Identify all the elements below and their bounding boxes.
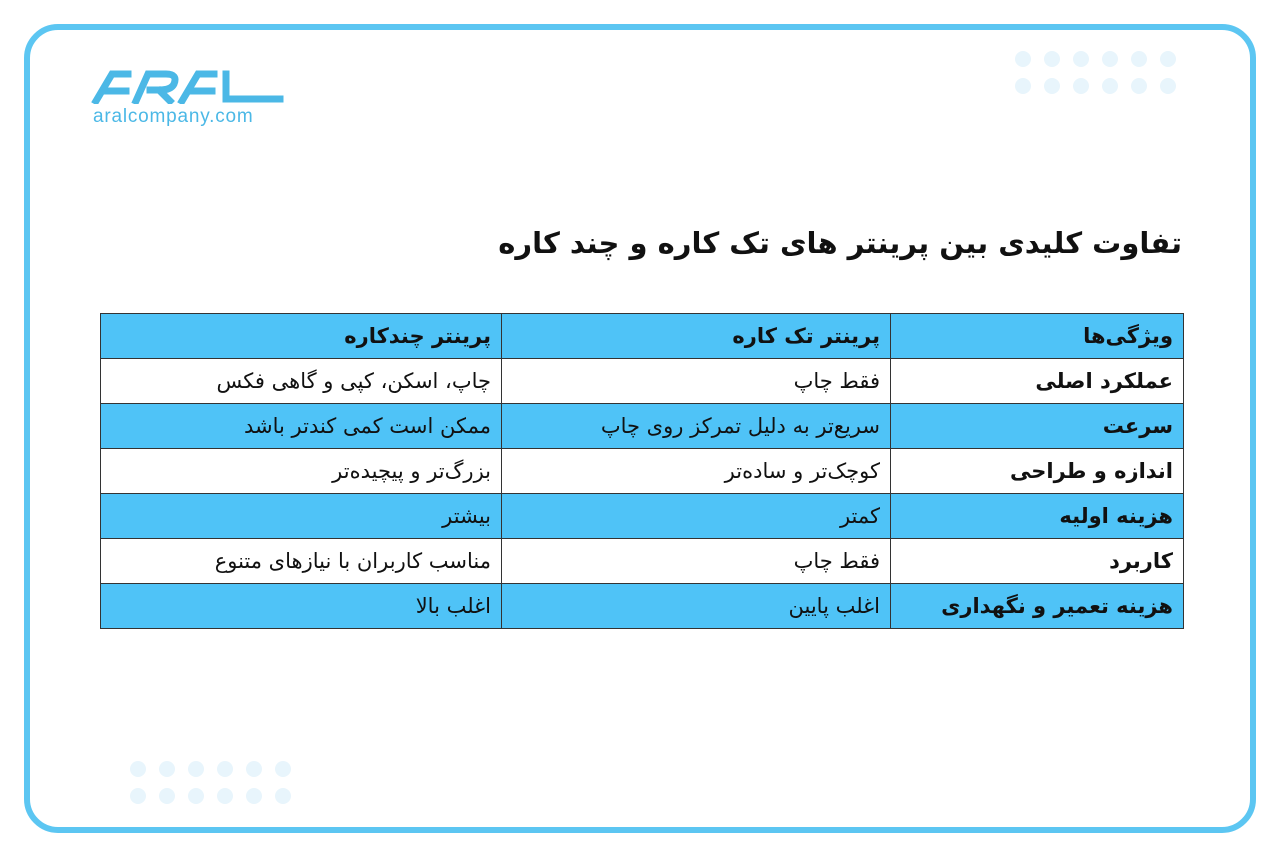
table-row (101, 404, 1184, 449)
row-multi-value: بزرگ‌تر و پیچیده‌تر (101, 449, 502, 494)
brand-logo (90, 70, 290, 128)
table-row (101, 359, 1184, 404)
decorative-dots-top (1015, 51, 1176, 94)
header-features: ویژگی‌ها (891, 314, 1184, 359)
row-single-value: سریع‌تر به دلیل تمرکز روی چاپ (502, 404, 891, 449)
row-feature: هزینه اولیه (891, 494, 1184, 539)
row-single-value: کمتر (502, 494, 891, 539)
header-single-function-printer: پرینتر تک کاره (502, 314, 891, 359)
row-feature: اندازه و طراحی (891, 449, 1184, 494)
row-single-value: اغلب پایین (502, 584, 891, 629)
row-multi-value: چاپ، اسکن، کپی و گاهی فکس (101, 359, 502, 404)
page-title: تفاوت کلیدی بین پرینتر های تک کاره و چند کاره (498, 226, 1182, 260)
table-header-row (101, 314, 1184, 359)
decorative-dots-bottom (130, 761, 291, 804)
row-single-value: کوچک‌تر و ساده‌تر (502, 449, 891, 494)
table-row (101, 584, 1184, 629)
brand-url: aralcompany.com (93, 106, 254, 127)
table-row (101, 449, 1184, 494)
row-multi-value: بیشتر (101, 494, 502, 539)
row-feature: کاربرد (891, 539, 1184, 584)
row-single-value: فقط چاپ (502, 539, 891, 584)
row-multi-value: ممکن است کمی کندتر باشد (101, 404, 502, 449)
table-row (101, 494, 1184, 539)
row-multi-value: مناسب کاربران با نیازهای متنوع (101, 539, 502, 584)
header-multifunction-printer: پرینتر چندکاره (101, 314, 502, 359)
row-feature: عملکرد اصلی (891, 359, 1184, 404)
row-multi-value: اغلب بالا (101, 584, 502, 629)
comparison-table (100, 313, 1184, 629)
aral-logo-icon (90, 70, 285, 104)
table-row (101, 539, 1184, 584)
row-feature: هزینه تعمیر و نگهداری (891, 584, 1184, 629)
row-single-value: فقط چاپ (502, 359, 891, 404)
row-feature: سرعت (891, 404, 1184, 449)
page-frame (24, 24, 1256, 833)
